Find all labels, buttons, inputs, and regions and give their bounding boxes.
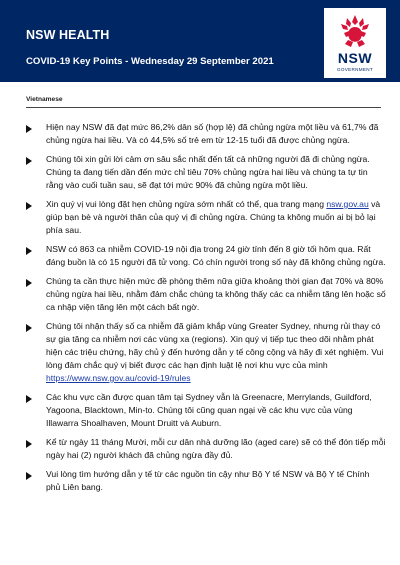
point-text: NSW có 863 ca nhiễm COVID-19 nội địa trong 24 giờ tính đến 8 giờ tối hôm qua. Rất đáng buồn là có 15 người đã tử vong. Có chín người trong số này đã không chủng ngừa. <box>46 244 386 267</box>
logo-text: NSW <box>337 50 373 66</box>
point-text: Chúng tôi nhận thấy số ca nhiễm đã giảm khắp vùng Greater Sydney, nhưng rủi thay có sự gia tăng ca nhiễm nơi các vùng xa (regions). Xin quý vị tiếp tục theo dõi nhằm phát hiện các triệu chứng, hãy chủ ý đến hướng dẫn y tế công cộng và hãy đi xét nghiệm. Vui lòng đảm chắc quý vị biết được các hạn định luật lệ nơi khu vực của mình <box>46 321 384 370</box>
point-text: Xin quý vị vui lòng đặt hẹn chủng ngừa sớm nhất có thể, qua trang mạng <box>46 199 327 209</box>
point-text: Chúng tôi xin gửi lời cảm ơn sâu sắc nhất đến tất cả những người đã đi chủng ngừa. Chúng ta đang tiến dần đến mức chỉ tiêu 70% chủng ngừa hai liều và chúng ta tự tin rằng vào cuối tuần sau, sẽ đạt tới mức 90% đã chủng ngừa một liều. <box>46 154 370 190</box>
point-text: Hiện nay NSW đã đạt mức 86,2% dân số (hợp lệ) đã chủng ngừa một liều và 61,7% đã chủng ngừa hai liều. Và có 44,5% số trẻ em từ 12-15 tuổi đã được chủng ngừa. <box>46 122 379 145</box>
arrow-bullet-icon <box>26 247 32 255</box>
list-item <box>26 275 386 314</box>
logo-subtext: GOVERNMENT <box>337 67 373 72</box>
nsw-gov-link[interactable]: nsw.gov.au <box>326 199 369 209</box>
header-subtitle: COVID-19 Key Points - Wednesday 29 September 2021 <box>26 56 274 67</box>
list-item <box>26 320 386 385</box>
header-title: NSW HEALTH <box>26 28 110 42</box>
arrow-bullet-icon <box>26 157 32 165</box>
list-item <box>26 436 386 462</box>
arrow-bullet-icon <box>26 125 32 133</box>
list-item <box>26 198 386 237</box>
covid-rules-link[interactable]: https://www.nsw.gov.au/covid-19/rules <box>46 373 191 383</box>
point-text: Các khu vực cần được quan tâm tại Sydney vẫn là Greenacre, Merrylands, Guildford, Yagoona, Blacktown, Min-to. Chúng tôi cũng quan ngại về các khu vực của vùng Illawarra Shoalhaven, Mount Druitt và Auburn. <box>46 392 372 428</box>
arrow-bullet-icon <box>26 202 32 210</box>
point-text: Kể từ ngày 11 tháng Mười, mỗi cư dân nhà dưỡng lão (aged care) sẽ có thể đón tiếp mỗi ngày hai (2) người khách đã chủng ngừa đầy đủ. <box>46 437 386 460</box>
arrow-bullet-icon <box>26 279 32 287</box>
page-header <box>0 0 400 82</box>
arrow-bullet-icon <box>26 324 32 332</box>
language-label: Vietnamese <box>26 96 63 103</box>
arrow-bullet-icon <box>26 472 32 480</box>
nsw-government-logo <box>324 8 386 78</box>
list-item <box>26 153 386 192</box>
arrow-bullet-icon <box>26 395 32 403</box>
waratah-icon <box>336 13 374 49</box>
point-text-cont: và giúp bạn bè và người thân của quý vị đi chủng ngừa. Chúng ta không muốn ai bị bỏ lại phía sau. <box>46 199 381 235</box>
list-item <box>26 243 386 269</box>
point-text: Chúng ta cần thực hiện mức đề phòng thêm nữa giữa khoảng thời gian đạt 70% và 80% chủng ngừa hai liều, nhằm đảm chắc chúng ta không thấy các ca nhiễm tăng lên hoặc số ca nhập viện tăng lên một cách bất ngờ. <box>46 276 386 312</box>
key-points-list <box>26 121 386 500</box>
list-item <box>26 121 386 147</box>
point-text: Vui lòng tìm hướng dẫn y tế từ các nguồn tin cậy như Bộ Y tế NSW và Bộ Y tế Chính phủ Liên bang. <box>46 469 370 492</box>
list-item <box>26 391 386 430</box>
divider <box>26 107 381 108</box>
arrow-bullet-icon <box>26 440 32 448</box>
list-item <box>26 468 386 494</box>
